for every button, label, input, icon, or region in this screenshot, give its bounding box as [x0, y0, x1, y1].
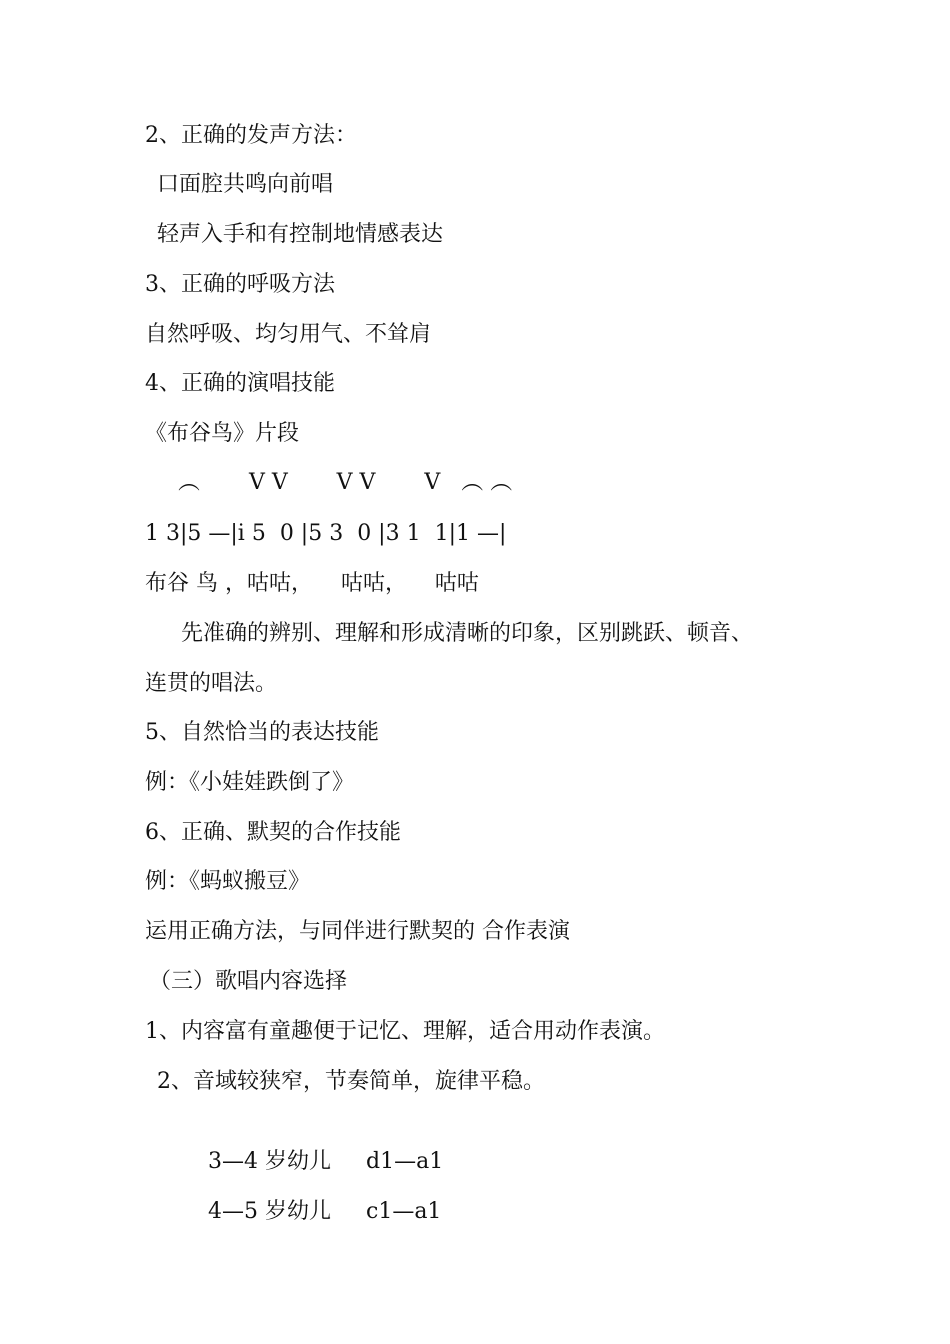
text-cooperation: 运用正确方法，与同伴进行默契的 合作表演 — [145, 919, 570, 944]
notation-numbers: 1 3|5 —|i 5 0 |5 3 0 |3 1 1|1 —| — [145, 521, 507, 546]
text-song-excerpt: 《布谷鸟》片段 — [145, 421, 300, 446]
heading-vocal-method: 2、正确的发声方法： — [145, 123, 357, 148]
heading-singing-skill: 4、正确的演唱技能 — [145, 371, 335, 396]
range-value: c1—a1 — [366, 1199, 442, 1224]
text-paragraph: 先准确的辨别、理解和形成清晰的印象，区别跳跃、顿音、 — [181, 621, 754, 646]
notation-marks: ︵ V V V V V ︵ ︵ — [178, 470, 513, 495]
heading-cooperation: 6、正确、默契的合作技能 — [145, 820, 401, 845]
text-soft-voice: 轻声入手和有控制地情感表达 — [157, 222, 444, 247]
text-example-2: 例：《蚂蚁搬豆》 — [145, 869, 311, 894]
heading-expression: 5、自然恰当的表达技能 — [145, 720, 379, 745]
text-resonance: 口面腔共鸣向前唱 — [157, 172, 334, 197]
heading-content-choice: （三）歌唱内容选择 — [149, 969, 348, 994]
text-breathing: 自然呼吸、均匀用气、不耸肩 — [145, 322, 432, 347]
range-row — [180, 1167, 442, 1257]
text-content-2: 2、音域较狭窄，节奏简单，旋律平稳。 — [157, 1069, 545, 1094]
text-example-1: 例：《小娃娃跌倒了》 — [145, 770, 355, 795]
range-age: 4—5 岁幼儿 — [207, 1199, 331, 1224]
notation-lyrics: 布谷 鸟 ，咕咕， 咕咕， 咕咕 — [145, 571, 479, 596]
text-paragraph-cont: 连贯的唱法。 — [145, 671, 278, 696]
range-value: d1—a1 — [366, 1149, 444, 1174]
range-age: 3—4 岁幼儿 — [207, 1149, 331, 1174]
text-content-1: 1、内容富有童趣便于记忆、理解，适合用动作表演。 — [145, 1019, 665, 1044]
heading-breathing: 3、正确的呼吸方法 — [145, 272, 335, 297]
